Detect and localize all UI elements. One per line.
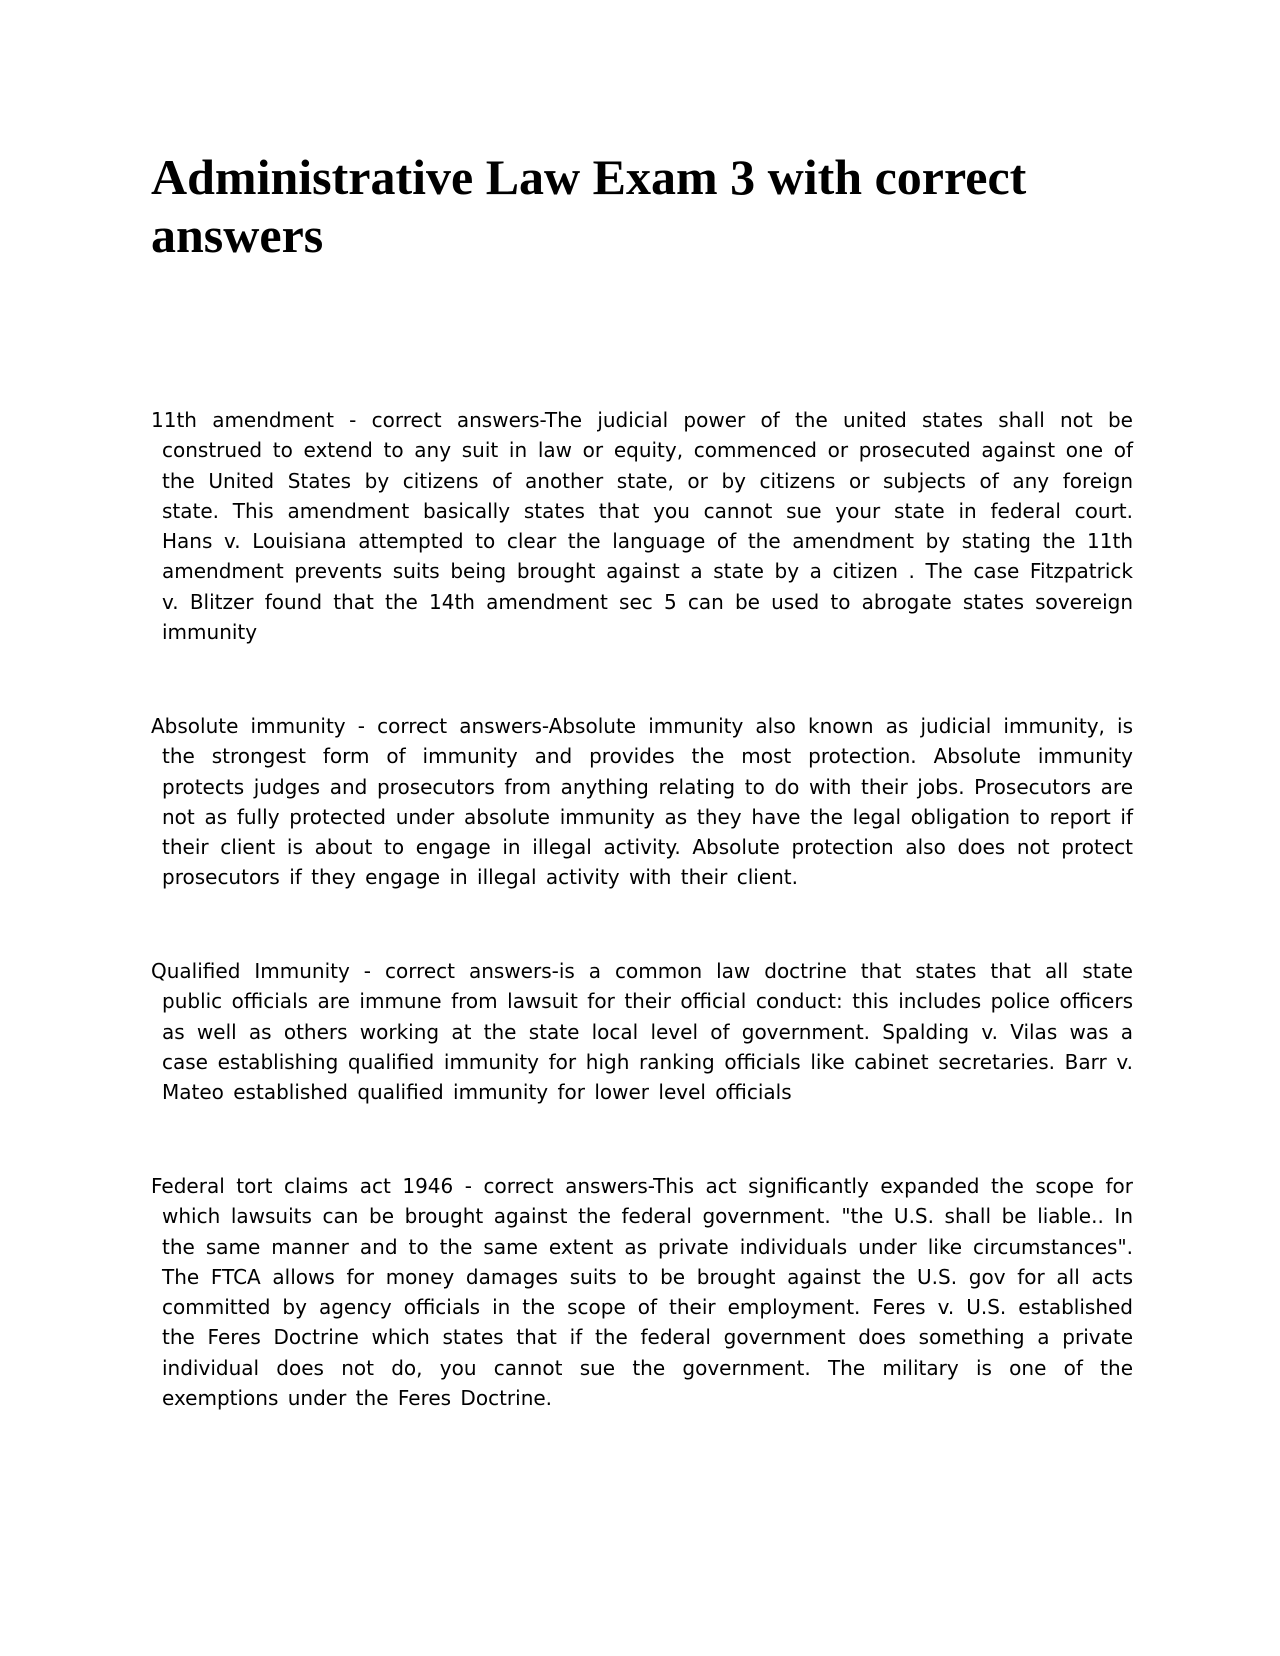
entry-federal-tort-claims-act: Federal tort claims act 1946 - correct answers-This act significantly expanded the scope for which lawsuits can be brought against the federal government. "the U.S. shall be liable.. In the same manner and to the same extent as private individuals under like circumstances". The FTCA allows for money damages suits to be brought against the U.S. gov for all acts committed by agency officials in the scope of their employment. Feres v. U.S. established the Feres Doctrine which states that if the federal government does something a private individual does not do, you cannot sue the government. The military is one of the exemptions under the Feres Doctrine. [151, 1174, 1133, 1411]
entry-absolute-immunity: Absolute immunity - correct answers-Absolute immunity also known as judicial immunity, is the strongest form of immunity and provides the most protection. Absolute immunity protects judges and prosecutors from anything relating to do with their jobs. Prosecutors are not as fully protected under absolute immunity as they have the legal obligation to report if their client is about to engage in illegal activity. Absolute protection also does not protect prosecutors if they engage in illegal activity with their client. [151, 714, 1133, 890]
entry-11th-amendment: 11th amendment - correct answers-The judicial power of the united states shall not be construed to extend to any suit in law or equity, commenced or prosecuted against one of the United States by citizens of another state, or by citizens or subjects of any foreign state. This amendment basically states that you cannot sue your state in federal court. Hans v. Louisiana attempted to clear the language of the amendment by stating the 11th amendment prevents suits being brought against a state by a citizen . The case Fitzpatrick v. Blitzer found that the 14th amendment sec 5 can be used to abrogate states sovereign immunity [151, 408, 1133, 645]
entry-qualified-immunity: Qualified Immunity - correct answers-is a common law doctrine that states that all state public officials are immune from lawsuit for their official conduct: this includes police officers as well as others working at the state local level of government. Spalding v. Vilas was a case establishing qualified immunity for high ranking officials like cabinet secretaries. Barr v. Mateo established qualified immunity for lower level officials [151, 959, 1133, 1105]
document-title: Administrative Law Exam 3 with correct answers [151, 149, 1027, 263]
